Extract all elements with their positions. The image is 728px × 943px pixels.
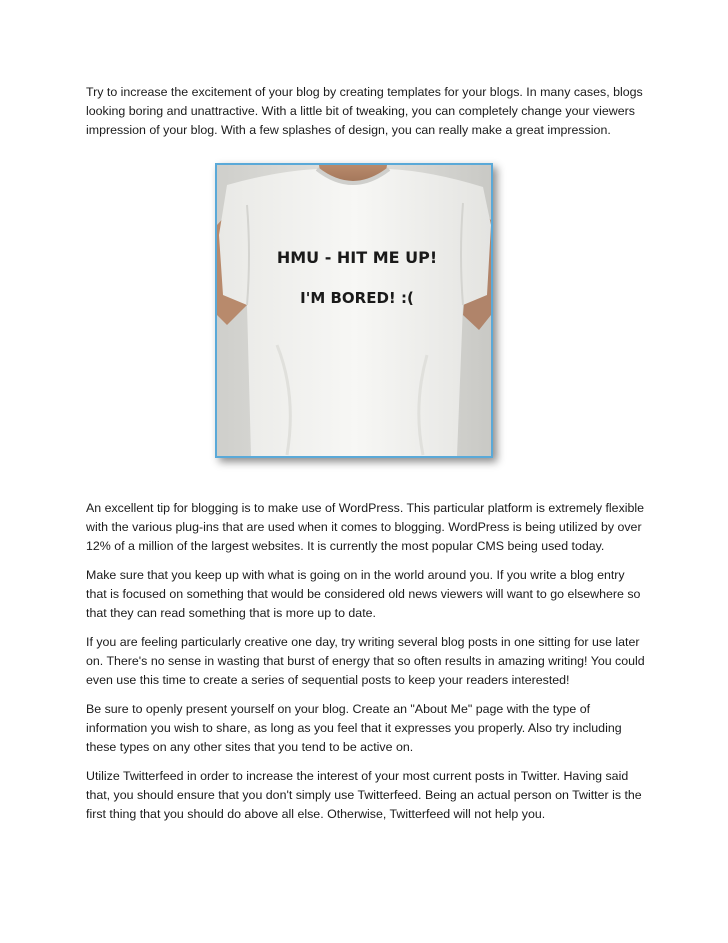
shirt-print-line1: HMU - HIT ME UP! (276, 248, 438, 267)
shirt-print-line2: I'M BORED! :( (300, 289, 414, 307)
paragraph-creative-posts: If you are feeling particularly creative one day, try writing several blog posts in one sitting for use later on. There's no sense in wasting that burst of energy that so often results in amazing writing! You could even use this time to create a series of sequential posts to keep your readers interested! (86, 635, 645, 687)
paragraph-world-news: Make sure that you keep up with what is going on in the world around you. If you write a blog entry that is focused on something that would be considered old news viewers will want to go elsewhere so that they can read something that is more up to date. (86, 568, 641, 620)
paragraph-about-me: Be sure to openly present yourself on your blog. Create an "About Me" page with the type of information you wish to share, as long as you feel that it expresses you properly. Also try including these types on any other sites that you tend to be active on. (86, 702, 622, 754)
tshirt-photo (215, 163, 493, 458)
paragraph-twitterfeed: Utilize Twitterfeed in order to increase the interest of your most current posts in Twitter. Having said that, you should ensure that you don't simply use Twitterfeed. Being an actual person on Twitter is the first thing that you should do above all else. Otherwise, Twitterfeed will not help you. (86, 769, 642, 821)
paragraph-wordpress: An excellent tip for blogging is to make use of WordPress. This particular platform is extremely flexible with the various plug-ins that are used when it comes to blogging. WordPress is being utilized by over 12% of a million of the largest websites. It is currently the most popular CMS being used today. (86, 501, 645, 553)
paragraph-templates: Try to increase the excitement of your blog by creating templates for your blogs. In many cases, blogs looking boring and unattractive. With a little bit of tweaking, you can completely change your viewers impression of your blog. With a few splashes of design, you can really make a great impression. (86, 85, 643, 137)
tshirt-illustration (217, 165, 491, 456)
